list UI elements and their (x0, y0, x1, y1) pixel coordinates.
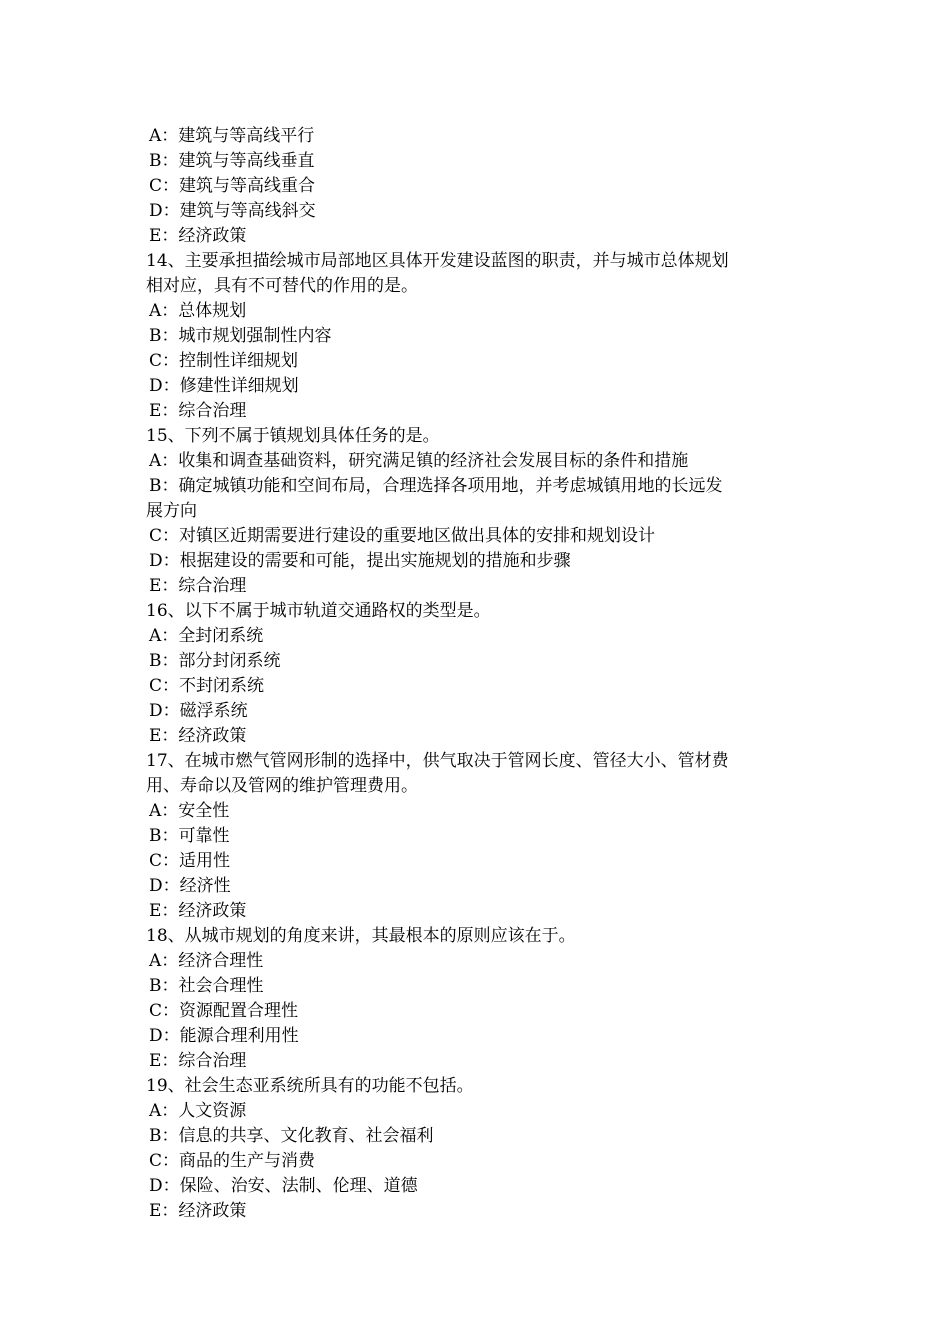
answer-option: C：不封闭系统 (149, 676, 265, 696)
answer-option: B：城市规划强制性内容 (149, 326, 332, 346)
question-text: 14、主要承担描绘城市局部地区具体开发建设蓝图的职责，并与城市总体规划 (146, 251, 729, 271)
answer-option: C：建筑与等高线重合 (149, 176, 316, 196)
answer-option: A：全封闭系统 (149, 626, 264, 646)
answer-option: C：商品的生产与消费 (149, 1151, 316, 1171)
answer-option: D：建筑与等高线斜交 (149, 201, 316, 221)
answer-option: D：根据建设的需要和可能，提出实施规划的措施和步骤 (149, 551, 571, 571)
answer-option: D：能源合理利用性 (149, 1026, 299, 1046)
answer-option: B：建筑与等高线垂直 (149, 151, 315, 171)
answer-option: D：修建性详细规划 (149, 376, 299, 396)
answer-option: A：建筑与等高线平行 (149, 126, 315, 146)
answer-option: C：对镇区近期需要进行建设的重要地区做出具体的安排和规划设计 (149, 526, 656, 546)
question-text: 19、社会生态亚系统所具有的功能不包括。 (146, 1076, 474, 1096)
answer-option: A：人文资源 (149, 1101, 247, 1121)
answer-option: B：部分封闭系统 (149, 651, 281, 671)
answer-option: A：收集和调查基础资料，研究满足镇的经济社会发展目标的条件和措施 (149, 451, 689, 471)
answer-option: E：经济政策 (149, 901, 247, 921)
question-text: 18、从城市规划的角度来讲，其最根本的原则应该在于。 (146, 926, 576, 946)
answer-option: C：控制性详细规划 (149, 351, 299, 371)
question-text: 相对应，具有不可替代的作用的是。 (146, 276, 418, 296)
question-text: 用、寿命以及管网的维护管理费用。 (146, 776, 418, 796)
question-text: 展方向 (146, 501, 197, 521)
answer-option: B：可靠性 (149, 826, 230, 846)
question-text: 17、在城市燃气管网形制的选择中，供气取决于管网长度、管径大小、管材费 (146, 751, 729, 771)
answer-option: A：安全性 (149, 801, 230, 821)
answer-option: B：确定城镇功能和空间布局，合理选择各项用地，并考虑城镇用地的长远发 (149, 476, 723, 496)
question-text: 16、以下不属于城市轨道交通路权的类型是。 (146, 601, 491, 621)
document-body (146, 124, 810, 1224)
answer-option: B：信息的共享、文化教育、社会福利 (149, 1126, 434, 1146)
answer-option: E：经济政策 (149, 726, 247, 746)
answer-option: B：社会合理性 (149, 976, 264, 996)
answer-option: D：经济性 (149, 876, 231, 896)
answer-option: C：资源配置合理性 (149, 1001, 299, 1021)
answer-option: C：适用性 (149, 851, 231, 871)
answer-option: A：经济合理性 (149, 951, 264, 971)
answer-option: D：保险、治安、法制、伦理、道德 (149, 1176, 418, 1196)
answer-option: E：经济政策 (149, 226, 247, 246)
answer-option: A：总体规划 (149, 301, 247, 321)
question-text: 15、下列不属于镇规划具体任务的是。 (146, 426, 440, 446)
answer-option: E：综合治理 (149, 1051, 247, 1071)
answer-option: E：综合治理 (149, 401, 247, 421)
answer-option: E：经济政策 (149, 1201, 247, 1221)
answer-option: E：综合治理 (149, 576, 247, 596)
answer-option: D：磁浮系统 (149, 701, 248, 721)
